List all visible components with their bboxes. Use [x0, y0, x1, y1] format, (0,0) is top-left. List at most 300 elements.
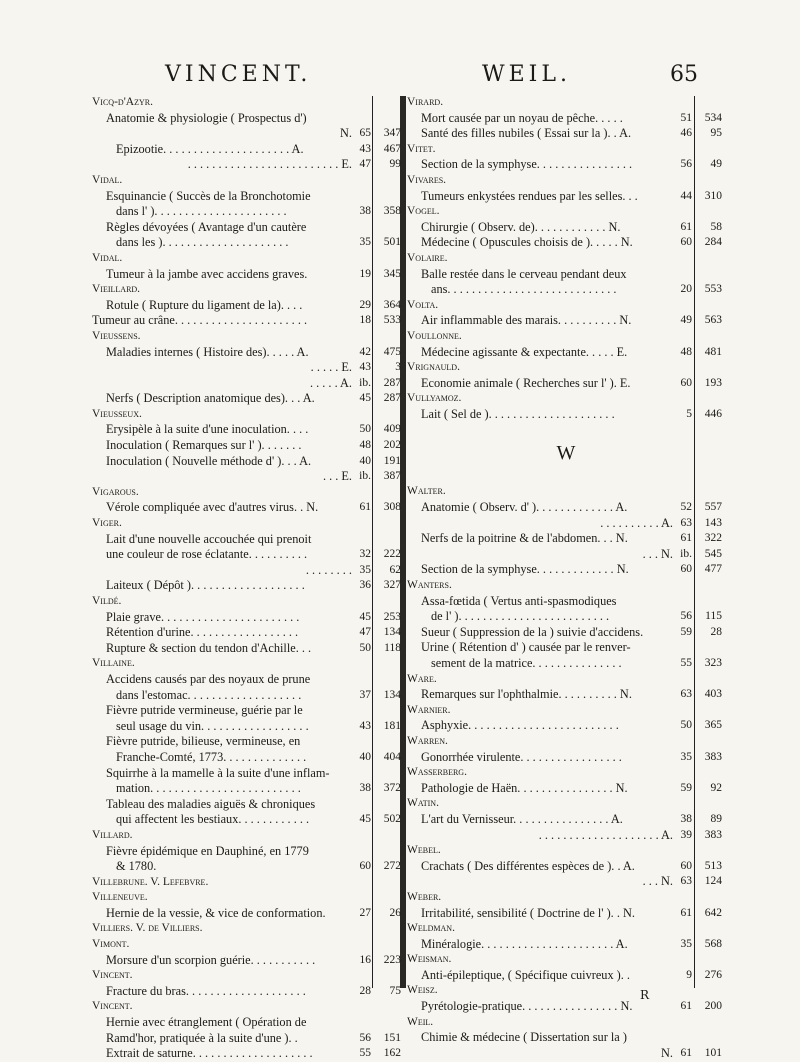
page-ref: 75: [389, 984, 401, 997]
volume-number: 42: [359, 345, 371, 358]
index-entry: [92, 812, 404, 828]
volume-number: [352, 532, 373, 548]
entry-text: N.: [661, 1045, 673, 1060]
entry-text: Webel.: [407, 844, 441, 857]
page-ref: 101: [704, 1046, 722, 1059]
volume-number: [673, 484, 694, 500]
page-ref: 89: [710, 812, 722, 825]
entry-text: Chirurgie ( Observ. de). . . . . . . . . . . . N.: [421, 219, 621, 234]
entry-text: Franche-Comté, 1773. . . . . . . . . . . . . .: [116, 749, 307, 764]
index-entry: [92, 438, 404, 454]
volume-number: [352, 173, 373, 189]
index-heading: [92, 516, 404, 532]
entry-text: Air inflammable des marais. . . . . . . . . . N.: [421, 313, 632, 328]
page-ref: [373, 532, 404, 548]
index-entry: [407, 718, 725, 734]
page-ref: [694, 983, 725, 999]
page-ref: 310: [704, 189, 722, 202]
page-ref: 193: [704, 376, 722, 389]
volume-number: 48: [680, 345, 692, 358]
volume-number: 51: [680, 111, 692, 124]
volume-number: [352, 189, 373, 205]
index-heading: [407, 578, 725, 594]
page-ref: 253: [383, 610, 401, 623]
index-entry: [407, 656, 725, 672]
volume-number: [673, 298, 694, 314]
page-ref: [694, 594, 725, 610]
index-entry: [92, 111, 404, 127]
index-heading: [407, 983, 725, 999]
volume-number: [352, 656, 373, 672]
entry-text: Weisman.: [407, 953, 452, 966]
index-entry: [407, 157, 725, 173]
volume-number: ib.: [359, 376, 371, 389]
volume-number: 60: [680, 859, 692, 872]
index-entry: [407, 189, 725, 205]
page-ref: 181: [383, 719, 401, 732]
entry-text: Voullonne.: [407, 329, 462, 342]
entry-text: Crachats ( Des différentes espèces de ). . A.: [421, 858, 635, 873]
volume-number: [673, 921, 694, 937]
entry-text: Lait d'une nouvelle accouchée qui prenoit: [106, 531, 312, 546]
index-entry: [92, 298, 404, 314]
entry-text: Balle restée dans le cerveau pendant deux: [421, 266, 627, 281]
index-entry: [92, 688, 404, 704]
index-heading: [92, 173, 404, 189]
volume-number: [352, 672, 373, 688]
volume-number: [673, 578, 694, 594]
volume-number: [673, 594, 694, 610]
volume-number: 59: [680, 781, 692, 794]
volume-number: [352, 95, 373, 111]
index-entry: [92, 532, 404, 548]
index-column-right: [407, 95, 725, 1061]
page-ref: [373, 797, 404, 813]
index-heading: [92, 485, 404, 501]
entry-text: Urine ( Rétention d' ) causée par le renver-: [421, 640, 631, 655]
index-heading: [407, 484, 725, 500]
index-heading: [407, 921, 725, 937]
entry-text: de l' ). . . . . . . . . . . . . . . . . . . . . . . . .: [431, 609, 610, 624]
page-ref: [694, 298, 725, 314]
volume-number: ib.: [359, 470, 371, 483]
volume-number: [352, 703, 373, 719]
volume-number: 63: [680, 875, 692, 888]
section-letter: [407, 422, 725, 484]
entry-text: Médecine ( Opuscules choisis de ). . . . . N.: [421, 235, 633, 250]
volume-number: 35: [680, 937, 692, 950]
index-entry: [407, 594, 725, 610]
page-ref: 327: [383, 579, 401, 592]
entry-text: Pyrétologie-pratique. . . . . . . . . . . . . . . . N.: [421, 999, 633, 1014]
index-entry: [92, 157, 404, 173]
entry-text: Remarques sur l'ophthalmie. . . . . . . . . . N.: [421, 687, 632, 702]
entry-text: Plaie grave. . . . . . . . . . . . . . . . . . . . . . .: [106, 609, 300, 624]
page-ref: [694, 703, 725, 719]
index-entry: [407, 1030, 725, 1046]
index-entry: [92, 953, 404, 969]
entry-text: Vicq-d'Azyr.: [92, 96, 153, 108]
index-heading: [407, 251, 725, 267]
page-ref: [694, 95, 725, 111]
volume-number: 45: [359, 392, 371, 405]
entry-text: Vidal.: [92, 251, 123, 264]
volume-number: [352, 220, 373, 236]
page-ref: 323: [704, 657, 722, 669]
entry-text: Vérole compliquée avec d'autres virus. . N.: [106, 500, 319, 515]
entry-text: seul usage du vin. . . . . . . . . . . . . . . . . .: [116, 718, 309, 733]
entry-text: Virard.: [407, 96, 444, 108]
page-ref: 151: [383, 1031, 401, 1044]
page-number: 65: [670, 62, 698, 87]
page-ref: 545: [704, 547, 722, 560]
index-heading: [407, 672, 725, 688]
page-ref: 162: [383, 1047, 401, 1060]
page-ref: 308: [383, 501, 401, 514]
index-entry: [92, 719, 404, 735]
page-ref: [373, 968, 404, 984]
page-ref: 28: [710, 625, 722, 638]
page-ref: [694, 578, 725, 594]
page-ref: 62: [389, 563, 401, 576]
index-entry: [407, 547, 725, 563]
volume-number: [352, 828, 373, 844]
page-ref: 99: [389, 158, 401, 171]
volume-number: [673, 391, 694, 407]
entry-text: . . . . . . . . . . A.: [600, 515, 673, 530]
volume-number: [673, 765, 694, 781]
entry-text: Economie animale ( Recherches sur l' ). E.: [421, 375, 631, 390]
page-ref: 563: [704, 314, 722, 327]
entry-text: Accidens causés par des noyaux de prune: [106, 671, 311, 686]
entry-text: Vieillard.: [92, 283, 141, 296]
entry-text: Fracture du bras. . . . . . . . . . . . . . . . . . . .: [106, 983, 306, 998]
entry-text: Gonorrhée virulente. . . . . . . . . . . . . . . . .: [421, 749, 622, 764]
page-ref: [694, 391, 725, 407]
page-ref: [694, 1030, 725, 1046]
signature-mark: R: [640, 988, 650, 1002]
entry-text: W: [556, 442, 576, 465]
index-entry: [92, 906, 404, 922]
volume-number: [352, 968, 373, 984]
entry-text: Vidal.: [92, 173, 123, 186]
page-ref: [373, 220, 404, 236]
page-ref: 475: [383, 345, 401, 358]
entry-text: Vimont.: [92, 938, 130, 951]
volume-number: 32: [359, 548, 371, 561]
index-entry: [407, 687, 725, 703]
entry-text: Asphyxie. . . . . . . . . . . . . . . . . . . . . . . . .: [421, 718, 619, 733]
index-heading: [407, 1015, 725, 1031]
volume-number: [352, 734, 373, 750]
index-column-left: [92, 95, 404, 1062]
page-ref: 502: [383, 813, 401, 826]
page-ref: 272: [383, 860, 401, 873]
index-entry: [407, 516, 725, 532]
entry-text: . . . . . E.: [310, 360, 352, 375]
entry-text: Wasserberg.: [407, 766, 467, 779]
volume-number: 35: [680, 750, 692, 763]
page-ref: 287: [383, 392, 401, 405]
volume-number: 47: [359, 158, 371, 171]
page-ref: 345: [383, 267, 401, 280]
page-ref: 284: [704, 236, 722, 249]
volume-number: 27: [359, 906, 371, 919]
volume-number: 59: [680, 625, 692, 638]
page-ref: [373, 766, 404, 782]
page-ref: [694, 952, 725, 968]
entry-text: Section de la symphyse. . . . . . . . . . . . . N.: [421, 562, 629, 577]
volume-number: [352, 282, 373, 298]
volume-number: [352, 407, 373, 423]
volume-number: [352, 797, 373, 813]
page-ref: 467: [383, 142, 401, 155]
volume-number: 63: [680, 688, 692, 701]
index-heading: [92, 656, 404, 672]
entry-text: Hernie de la vessie, & vice de conformation.: [106, 905, 326, 920]
index-heading: [407, 204, 725, 220]
volume-number: 50: [680, 719, 692, 732]
volume-number: [352, 875, 373, 891]
volume-number: [673, 142, 694, 158]
index-entry: [92, 313, 404, 329]
page-ref: 95: [710, 127, 722, 140]
index-entry: [407, 937, 725, 953]
index-heading: [407, 391, 725, 407]
index-entry: [92, 547, 404, 563]
page-ref: 383: [704, 750, 722, 763]
index-entry: [92, 672, 404, 688]
index-entry: [407, 828, 725, 844]
page-ref: [373, 516, 404, 532]
page-ref: 403: [704, 688, 722, 701]
index-entry: [92, 984, 404, 1000]
volume-number: [352, 921, 373, 937]
page-ref: 322: [704, 532, 722, 545]
volume-number: 36: [359, 579, 371, 592]
entry-text: Tumeurs enkystées rendues par les selles. . .: [421, 188, 638, 203]
volume-number: 19: [359, 267, 371, 280]
volume-number: 63: [680, 516, 692, 529]
page-ref: [373, 999, 404, 1015]
index-entry: [92, 859, 404, 875]
entry-text: Vullyamoz.: [407, 392, 462, 405]
volume-number: 61: [680, 906, 692, 919]
volume-number: 52: [680, 501, 692, 514]
index-entry: [92, 625, 404, 641]
page-ref: [373, 844, 404, 860]
page-ref: [694, 890, 725, 906]
page-ref: 3: [395, 361, 401, 374]
volume-number: 61: [680, 1000, 692, 1013]
volume-number: 38: [359, 782, 371, 795]
volume-number: 47: [359, 626, 371, 639]
page-ref: 446: [704, 407, 722, 420]
entry-text: Anti-épileptique, ( Spécifique cuivreux ). .: [421, 967, 630, 982]
index-heading: [407, 703, 725, 719]
volume-number: [352, 111, 373, 127]
index-entry: [407, 313, 725, 329]
volume-number: 18: [359, 314, 371, 327]
volume-number: [673, 267, 694, 283]
index-heading: [407, 173, 725, 189]
entry-text: Weil.: [407, 1015, 434, 1028]
volume-number: 5: [686, 407, 692, 420]
volume-number: 38: [680, 812, 692, 825]
index-entry: [92, 469, 404, 485]
page-ref: [373, 875, 404, 891]
volume-number: 49: [680, 314, 692, 327]
entry-text: Laiteux ( Dépôt ). . . . . . . . . . . . . . . . . . .: [106, 578, 305, 593]
page-ref: 26: [389, 906, 401, 919]
entry-text: Villebrune. V. Lefebvre.: [92, 875, 209, 888]
entry-text: Erysipèle à la suite d'une inoculation. . . .: [106, 422, 309, 437]
entry-text: Section de la symphyse. . . . . . . . . . . . . . . .: [421, 157, 633, 172]
volume-number: [673, 1015, 694, 1031]
running-head-left: VINCENT.: [165, 62, 312, 87]
index-entry: [92, 391, 404, 407]
page-ref: [373, 937, 404, 953]
page-ref: [373, 703, 404, 719]
page-ref: 134: [383, 626, 401, 639]
entry-text: . . . . . . . .: [305, 562, 352, 577]
entry-text: & 1780.: [116, 859, 157, 874]
index-entry: [407, 609, 725, 625]
index-entry: [92, 267, 404, 283]
volume-number: 35: [359, 563, 371, 576]
page-ref: 124: [704, 875, 722, 888]
volume-number: [352, 937, 373, 953]
volume-number: 16: [359, 953, 371, 966]
entry-text: Fièvre épidémique en Dauphiné, en 1779: [106, 843, 309, 858]
index-entry: [92, 126, 404, 142]
page-ref: [373, 734, 404, 750]
index-entry: [407, 999, 725, 1015]
entry-text: Règles dévoyées ( Avantage d'un cautère: [106, 219, 307, 234]
page-ref: [694, 796, 725, 812]
entry-text: sement de la matrice. . . . . . . . . . . . . . .: [431, 656, 622, 670]
entry-text: Fièvre putride, bilieuse, vermineuse, en: [106, 734, 301, 749]
entry-text: Villiers. V. de Villiers.: [92, 922, 203, 935]
index-heading: [407, 796, 725, 812]
page-ref: 481: [704, 345, 722, 358]
index-entry: [407, 906, 725, 922]
page-ref: [373, 251, 404, 267]
entry-text: qui affectent les bestiaux. . . . . . . . . . . .: [116, 812, 310, 827]
page-ref: [694, 1015, 725, 1031]
volume-number: 40: [359, 454, 371, 467]
index-entry: [92, 204, 404, 220]
index-entry: [92, 189, 404, 205]
index-heading: [92, 251, 404, 267]
page-ref: [694, 204, 725, 220]
entry-text: Maladies internes ( Histoire des). . . . . A.: [106, 344, 309, 359]
index-entry: [407, 750, 725, 766]
volume-number: [673, 173, 694, 189]
page-ref: 557: [704, 501, 722, 514]
entry-text: Rupture & section du tendon d'Achille. . .: [106, 640, 312, 655]
page-ref: 49: [710, 158, 722, 171]
page-ref: 365: [704, 719, 722, 732]
volume-number: 61: [680, 1046, 692, 1059]
index-heading: [92, 828, 404, 844]
page-ref: 276: [704, 968, 722, 981]
page-ref: 553: [704, 283, 722, 296]
entry-text: Vogel.: [407, 205, 440, 218]
volume-number: 48: [359, 439, 371, 452]
index-entry: [92, 235, 404, 251]
index-heading: [92, 329, 404, 345]
index-entry: [92, 781, 404, 797]
volume-number: 39: [680, 828, 692, 841]
entry-text: Santé des filles nubiles ( Essai sur la ). . A.: [421, 126, 632, 141]
volume-number: 55: [680, 657, 692, 669]
page-ref: 202: [383, 439, 401, 452]
index-heading: [407, 890, 725, 906]
volume-number: [352, 516, 373, 532]
volume-number: [352, 1015, 373, 1031]
entry-text: Weisz.: [407, 984, 438, 997]
index-heading: [407, 329, 725, 345]
entry-text: Vildé.: [92, 595, 122, 607]
page-ref: [373, 656, 404, 672]
index-entry: [92, 641, 404, 657]
page-ref: [373, 173, 404, 189]
entry-text: Nerfs ( Description anatomique des). . . A.: [106, 391, 315, 406]
volume-number: [673, 890, 694, 906]
page-ref: [373, 672, 404, 688]
volume-number: 43: [359, 719, 371, 732]
entry-text: dans les ). . . . . . . . . . . . . . . . . . . . .: [116, 235, 289, 250]
entry-text: Viger.: [92, 517, 122, 530]
page-ref: [373, 189, 404, 205]
page-ref: 477: [704, 563, 722, 576]
volume-number: 45: [359, 813, 371, 826]
volume-number: [673, 95, 694, 111]
index-entry: [407, 1046, 725, 1062]
entry-text: Rotule ( Rupture du ligament de la). . . .: [106, 297, 303, 312]
entry-text: Vigarous.: [92, 485, 139, 498]
entry-text: Watin.: [407, 797, 439, 810]
page-ref: [694, 640, 725, 656]
page-ref: [373, 95, 404, 111]
entry-text: Vivares.: [407, 173, 447, 186]
index-entry: [92, 563, 404, 579]
index-entry: [92, 422, 404, 438]
volume-number: 46: [680, 127, 692, 140]
page-ref: [373, 407, 404, 423]
page-ref: 143: [704, 516, 722, 529]
index-heading: [407, 734, 725, 750]
index-entry: [92, 1031, 404, 1047]
page-ref: 200: [704, 1000, 722, 1013]
entry-text: une couleur de rose éclatante. . . . . . . . . .: [106, 547, 308, 562]
volume-number: [352, 329, 373, 345]
entry-text: . . . E.: [322, 469, 352, 484]
volume-number: 45: [359, 610, 371, 623]
index-entry: [92, 734, 404, 750]
entry-text: L'art du Vernisseur. . . . . . . . . . . . . . . . A.: [421, 811, 623, 826]
index-entry: [92, 1015, 404, 1031]
page-ref: 409: [383, 423, 401, 436]
page-ref: 383: [704, 828, 722, 841]
index-heading: [407, 952, 725, 968]
page-ref: [694, 734, 725, 750]
volume-number: 37: [359, 688, 371, 701]
volume-number: [352, 485, 373, 501]
volume-number: 61: [680, 532, 692, 545]
entry-text: Epizootie. . . . . . . . . . . . . . . . . . . . . A.: [116, 141, 304, 156]
